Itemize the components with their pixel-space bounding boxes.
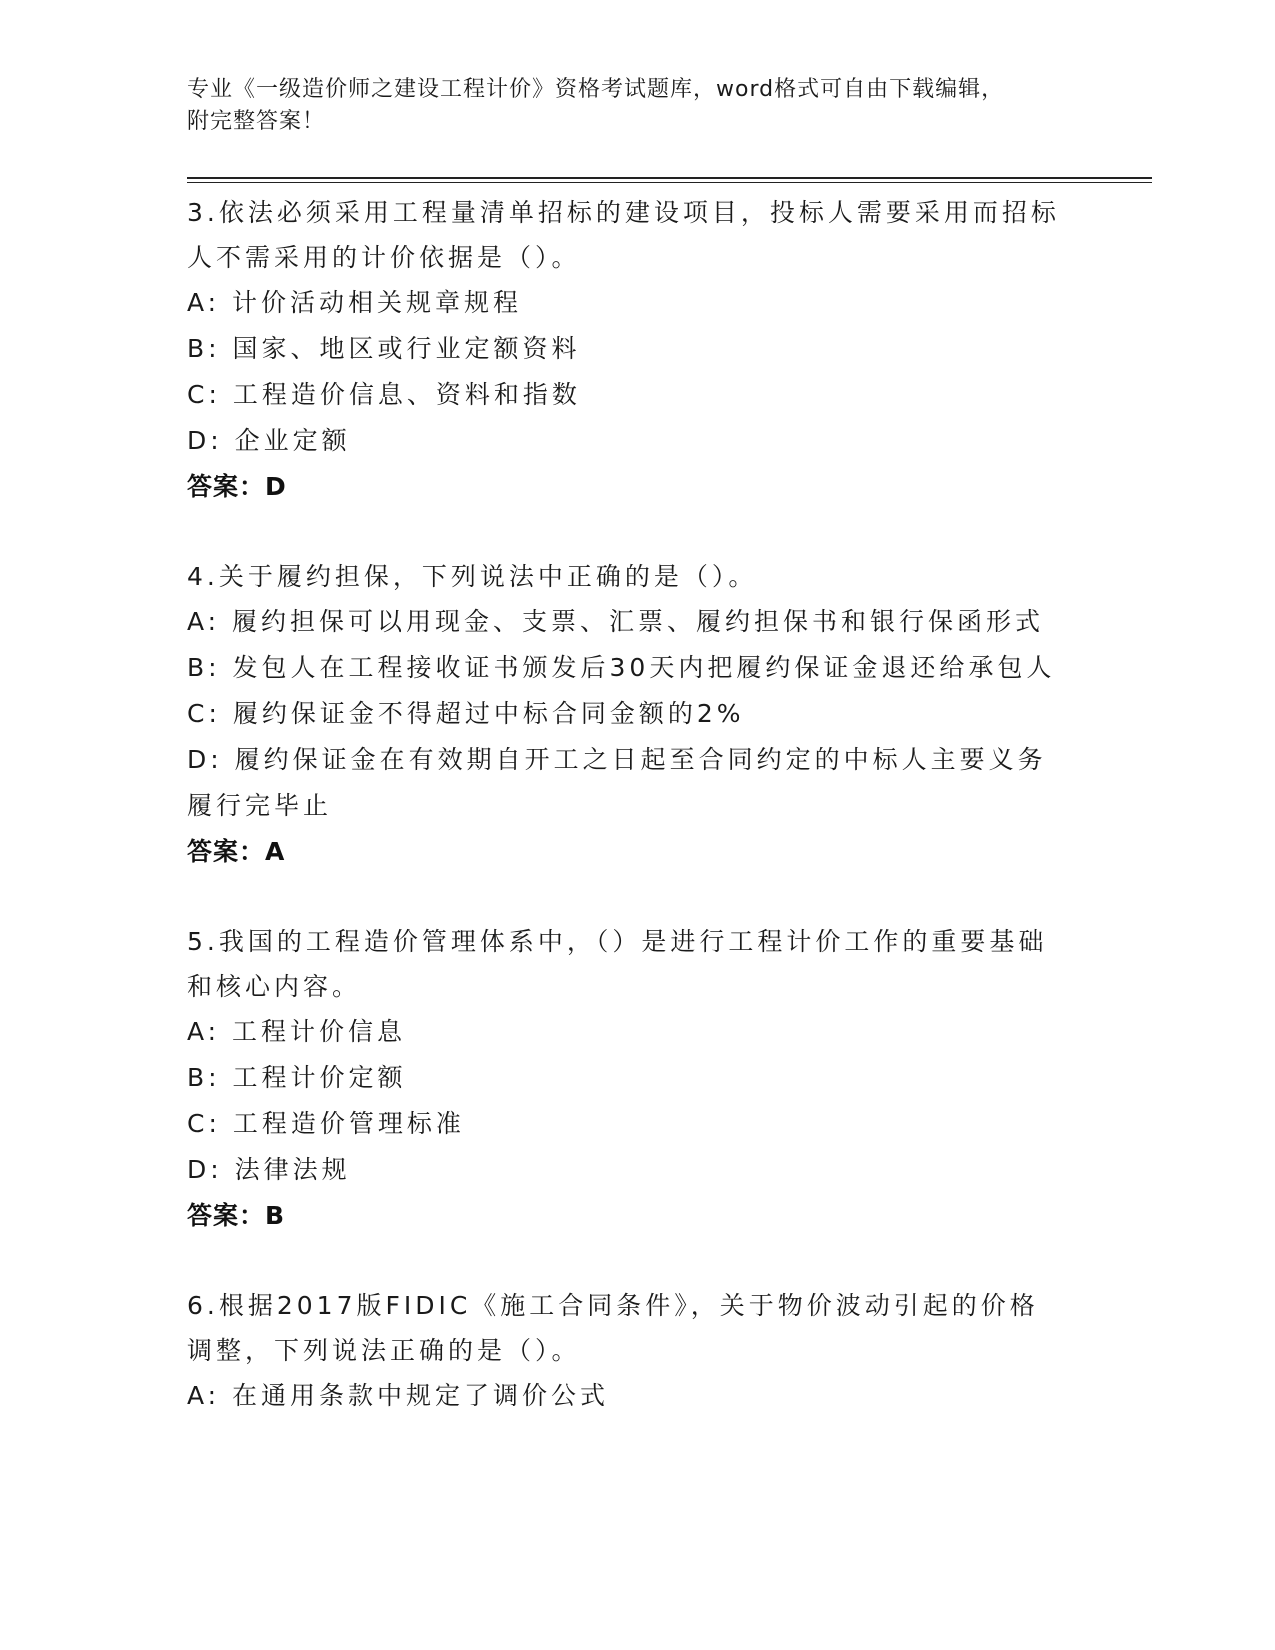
question-6 [187,1283,1067,1419]
question-stem: 6.根据2017版FIDIC《施工合同条件》，关于物价波动引起的价格调整，下列说法正确的是（）。 [187,1291,1039,1365]
question-stem: 4.关于履约担保，下列说法中正确的是（）。 [187,562,758,591]
option-b: B: 发包人在工程接收证书颁发后30天内把履约保证金退还给承包人 [187,653,1056,682]
question-stem: 3.依法必须采用工程量清单招标的建设项目，投标人需要采用而招标人不需采用的计价依据是（）。 [187,198,1060,272]
answer-line: 答案：B [187,1201,286,1230]
option-a: A: 工程计价信息 [187,1017,407,1046]
question-spacer [187,874,1067,919]
header-divider-thick [187,177,1152,179]
header-line-2: 附完整答案！ [187,109,326,134]
option-b: B: 国家、地区或行业定额资料 [187,334,581,363]
option-c: C: 工程造价信息、资料和指数 [187,380,581,409]
question-5 [187,919,1067,1238]
answer-line: 答案：D [187,472,287,501]
question-spacer [187,509,1067,554]
question-4 [187,554,1067,874]
option-d: D: 履约保证金在有效期自开工之日起至合同约定的中标人主要义务履行完毕止 [187,745,1047,820]
option-d: D: 法律法规 [187,1155,351,1184]
header-line-1: 专业《一级造价师之建设工程计价》资格考试题库，word格式可自由下载编辑， [187,77,1005,102]
answer-line: 答案：A [187,837,286,866]
document-header [187,74,1067,138]
question-list [187,190,1067,1419]
option-c: C: 工程造价管理标准 [187,1109,465,1138]
option-d: D: 企业定额 [187,426,351,455]
option-a: A: 履约担保可以用现金、支票、汇票、履约担保书和银行保函形式 [187,607,1045,636]
question-stem: 5.我国的工程造价管理体系中，（）是进行工程计价工作的重要基础和核心内容。 [187,927,1048,1001]
option-a: A: 在通用条款中规定了调价公式 [187,1381,610,1410]
header-divider-thin [187,182,1152,183]
option-c: C: 履约保证金不得超过中标合同金额的2% [187,699,745,728]
option-a: A: 计价活动相关规章规程 [187,288,523,317]
option-b: B: 工程计价定额 [187,1063,407,1092]
question-spacer [187,1238,1067,1283]
question-3 [187,190,1067,509]
